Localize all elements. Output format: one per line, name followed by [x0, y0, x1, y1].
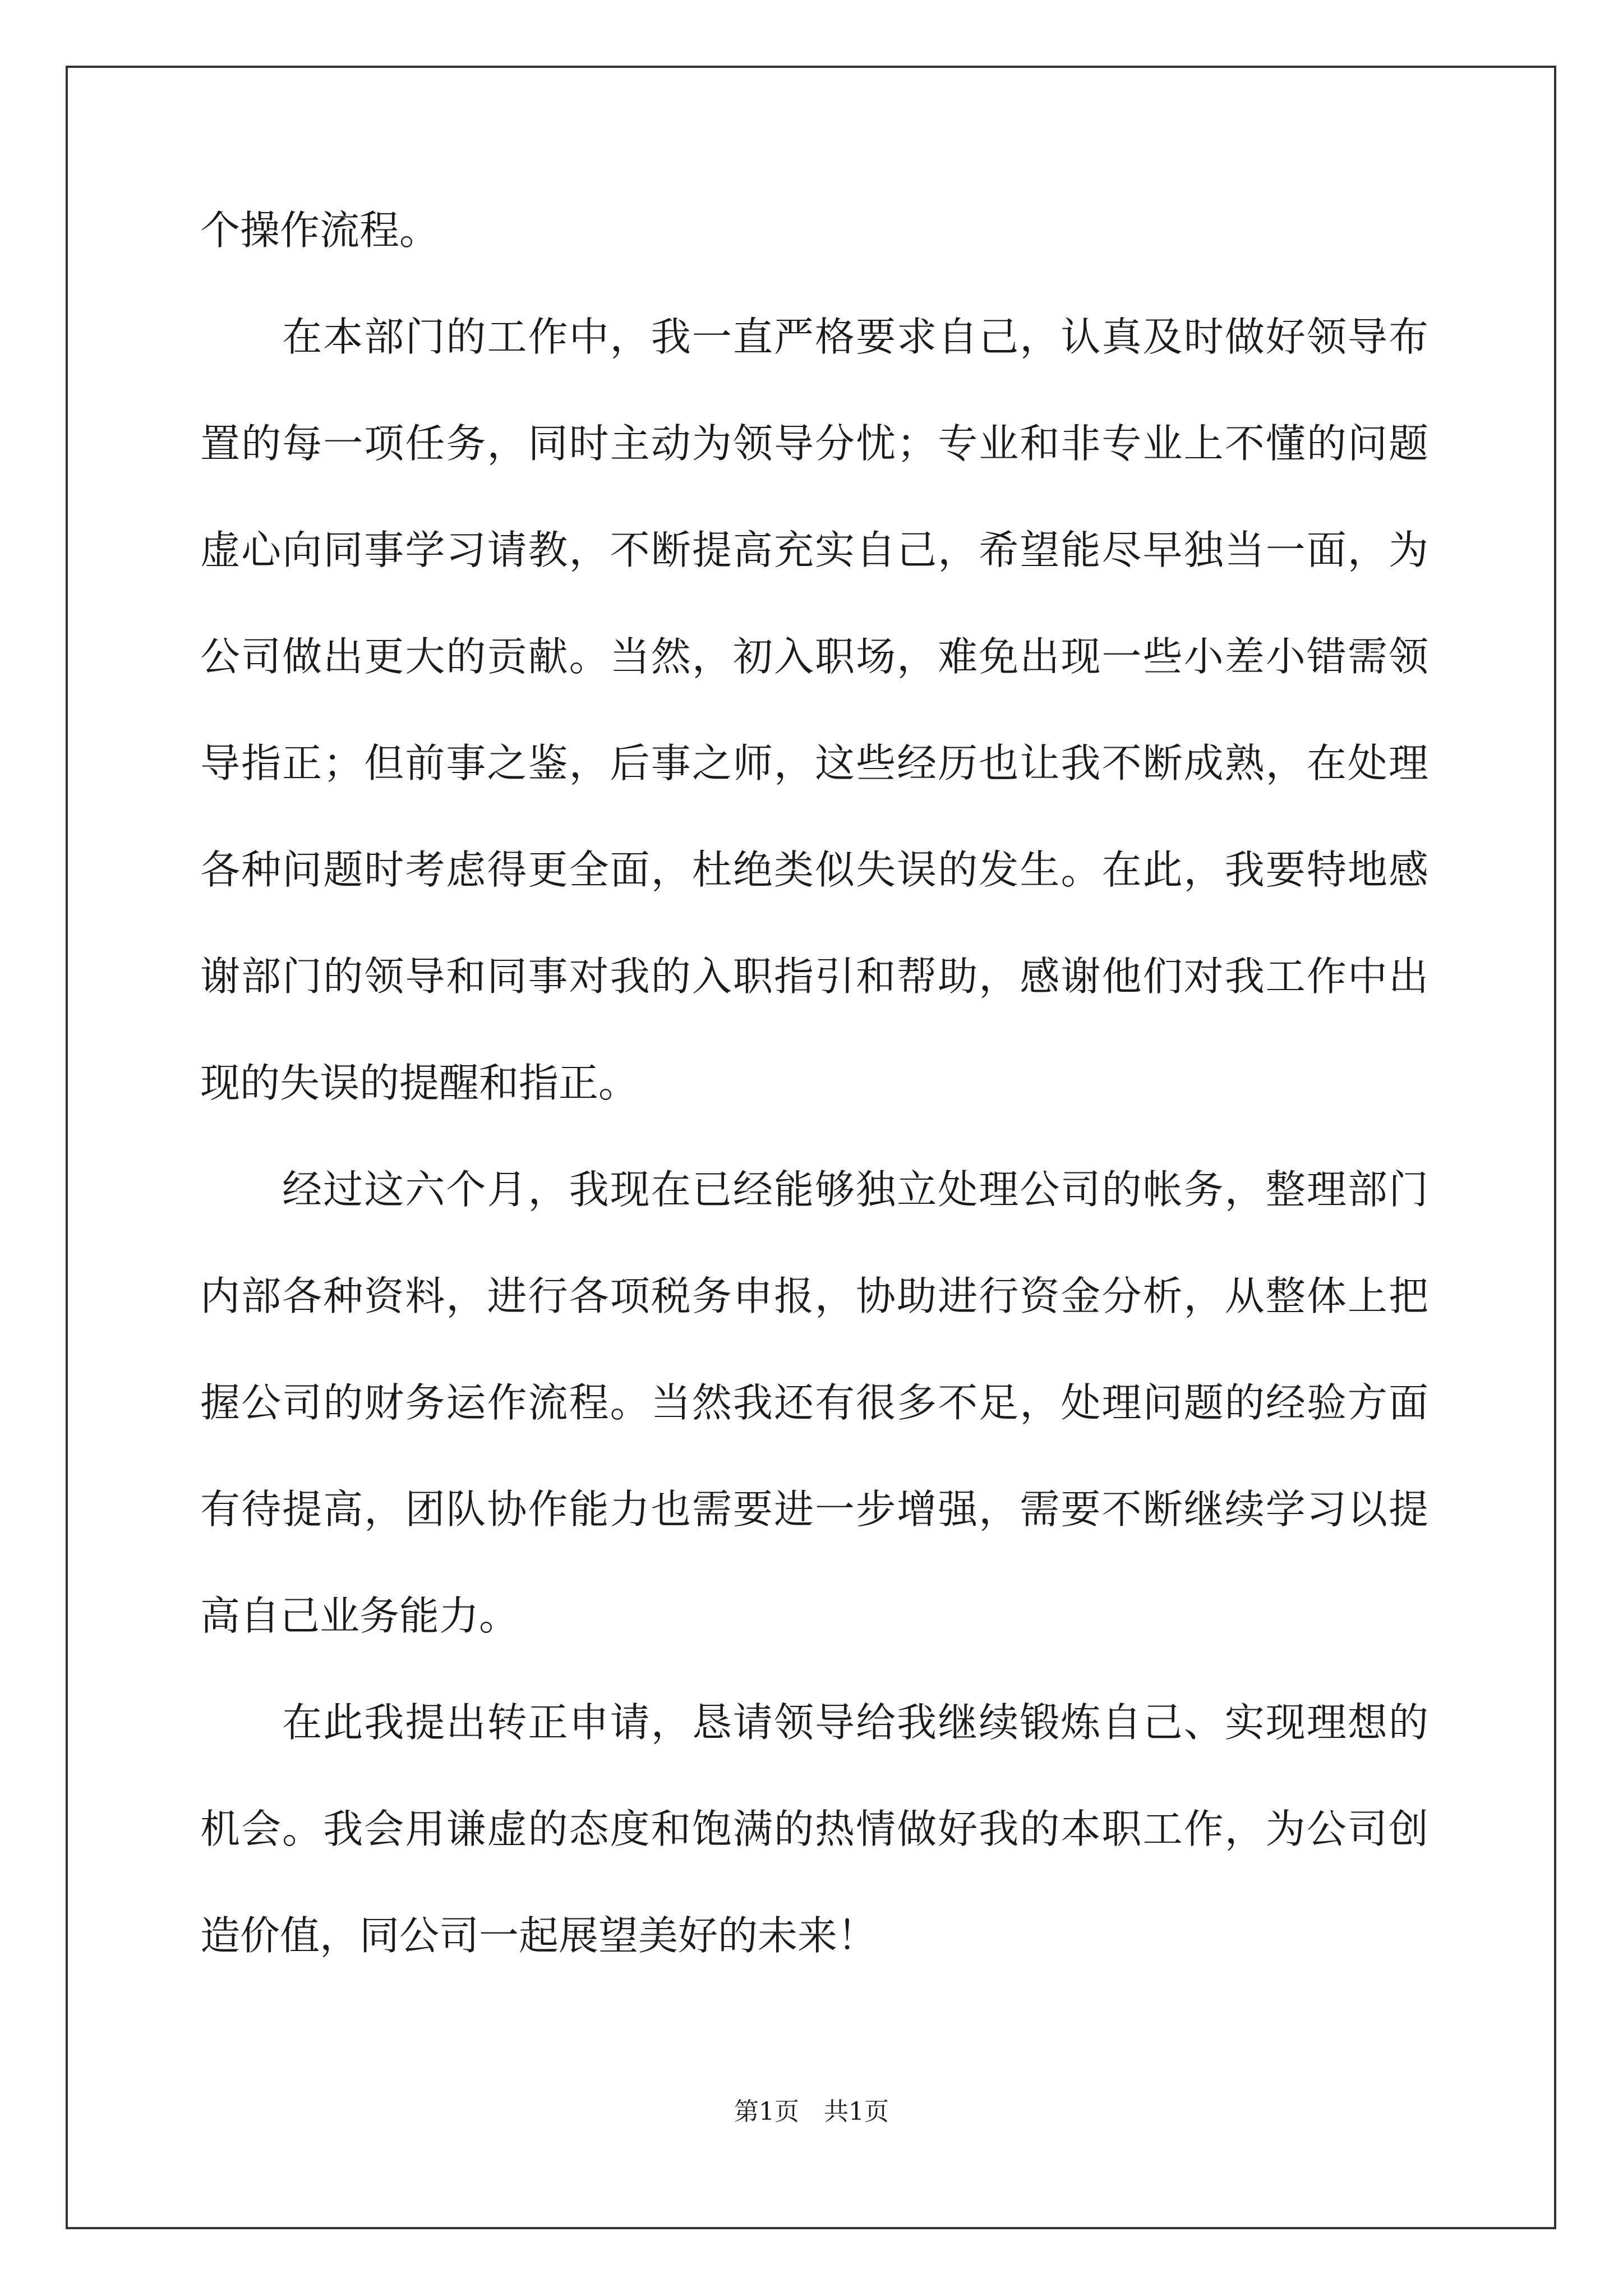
text-line: 握公司的财务运作流程。当然我还有很多不足，处理问题的经验方面	[200, 1379, 1428, 1426]
text-line: 造价值，同公司一起展望美好的未来！	[200, 1912, 878, 1959]
text-line: 虚心向同事学习请教，不断提高充实自己，希望能尽早独当一面，为	[200, 527, 1428, 573]
text-line: 现的失误的提醒和指正。	[200, 1060, 639, 1106]
text-line: 内部各种资料，进行各项税务申报，协助进行资金分析，从整体上把	[200, 1273, 1428, 1319]
text-line: 高自己业务能力。	[200, 1593, 519, 1639]
text-line: 在此我提出转正申请，恳请领导给我继续锻炼自己、实现理想的	[200, 1699, 1428, 1746]
text-line: 导指正；但前事之鉴，后事之师，这些经历也让我不断成熟，在处理	[200, 740, 1428, 786]
text-line: 公司做出更大的贡献。当然，初入职场，难免出现一些小差小错需领	[200, 633, 1428, 680]
text-line: 有待提高，团队协作能力也需要进一步增强，需要不断继续学习以提	[200, 1486, 1428, 1533]
text-line: 机会。我会用谦虚的态度和饱满的热情做好我的本职工作，为公司创	[200, 1806, 1428, 1852]
text-line: 个操作流程。	[200, 207, 440, 254]
text-line: 谢部门的领导和同事对我的入职指引和帮助，感谢他们对我工作中出	[200, 953, 1428, 1000]
text-line: 经过这六个月，我现在已经能够独立处理公司的帐务，整理部门	[200, 1166, 1428, 1213]
text-line: 各种问题时考虑得更全面，杜绝类似失误的发生。在此，我要特地感	[200, 846, 1428, 893]
text-line: 在本部门的工作中，我一直严格要求自己，认真及时做好领导布	[200, 314, 1428, 360]
page-number-footer: 第1页 共1页	[734, 2097, 889, 2126]
text-line: 置的每一项任务，同时主动为领导分忧；专业和非专业上不懂的问题	[200, 420, 1428, 467]
